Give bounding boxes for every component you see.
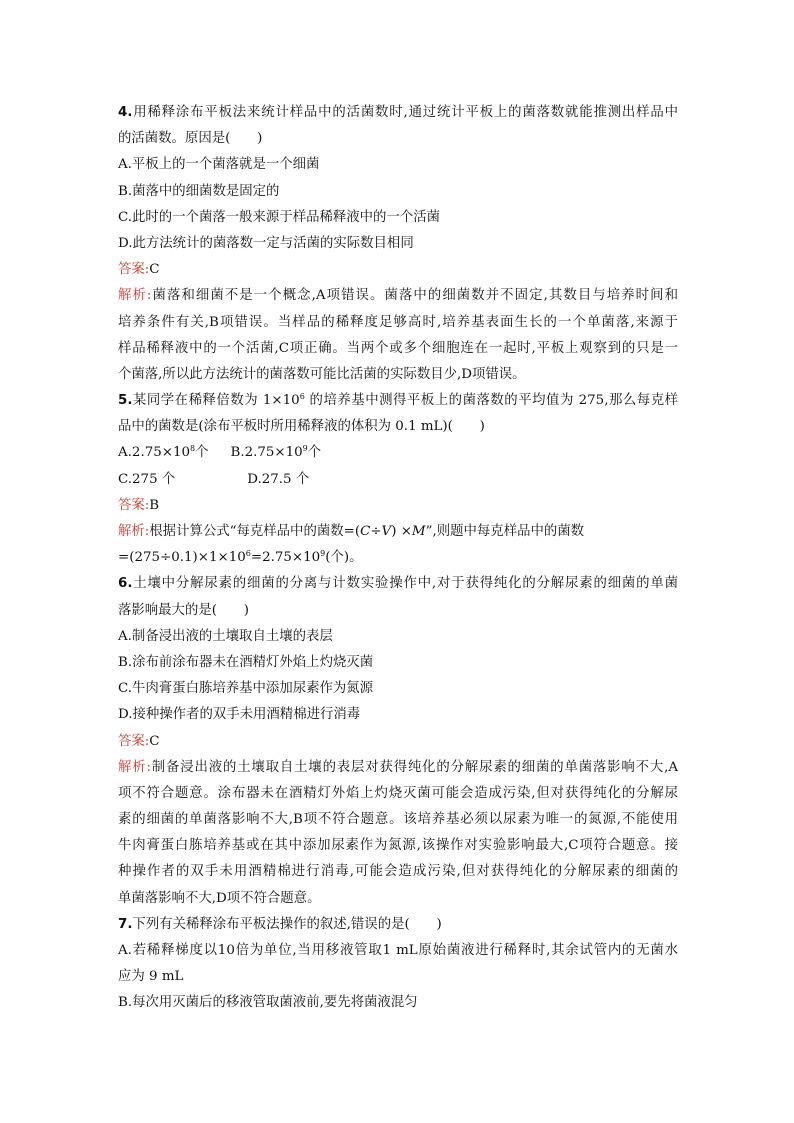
- q6-explanation-line3: 素的细菌的单菌落影响不大,B项不符合题意。该培养基必须以尿素为唯一的氮源,不能使用: [118, 812, 678, 828]
- q4-stem-line2: 的活菌数。原因是( ): [118, 131, 263, 147]
- q5-explanation-line1: 解析:根据计算公式“每克样品中的菌数=(C÷V) ×M”,则题中每克样品中的菌数: [118, 524, 585, 539]
- q4-explanation-label: 解析:: [118, 288, 152, 304]
- q6-explanation-line5: 种操作者的双手未用酒精棉进行消毒,可能会造成污染,但对获得纯化的分解尿素的细菌的: [118, 864, 678, 880]
- q6-option-b: B.涂布前涂布器未在酒精灯外焰上灼烧灭菌: [118, 654, 374, 670]
- q6-option-a: A.制备浸出液的土壤取自土壤的表层: [118, 628, 333, 644]
- q4-answer-label: 答案:: [118, 262, 150, 278]
- q4-option-a: A.平板上的一个菌落就是一个细菌: [118, 157, 320, 173]
- q6-stem-line1: 6.土壤中分解尿素的细菌的分离与计数实验操作中,对于获得纯化的分解尿素的细菌的单菌: [118, 576, 678, 592]
- q5-option-b: $B.2.75\times 10^9$个: [230, 444, 322, 461]
- q5-option-d: D.27.5 个: [247, 471, 310, 487]
- q5-number: 5.: [118, 393, 133, 409]
- q6-stem-line2: 落影响最大的是( ): [118, 602, 249, 618]
- q6-explanation-line2: 项不符合题意。涂布器未在酒精灯外焰上灼烧灭菌可能会造成污染,但对获得纯化的分解尿: [118, 785, 678, 801]
- q5-options-cd: [118, 467, 678, 493]
- q4-option-b: B.菌落中的细菌数是固定的: [118, 183, 280, 199]
- q5-stem-line1: 5.某同学在稀释倍数为 $1\times 10^6$ 的培养基中测得平板上的菌落数的平均值为 275,那么每克样: [118, 392, 678, 409]
- q6-explanation-line1: 解析:制备浸出液的土壤取自土壤的表层对获得纯化的分解尿素的细菌的单菌落影响不大,A: [118, 759, 678, 775]
- q4-option-c: C.此时的一个菌落一般来源于样品稀释液中的一个活菌: [118, 209, 441, 225]
- q5-answer-label: 答案:: [118, 497, 150, 513]
- q4-explanation-line1: 解析:菌落和细菌不是一个概念,A项错误。菌落中的细菌数并不固定,其数目与培养时间和: [118, 288, 679, 304]
- q4-number: 4.: [118, 105, 133, 120]
- q5-explanation-label: 解析:: [118, 524, 150, 539]
- q7-option-a-line1: A.若稀释梯度以10倍为单位,当用移液管取1 mL原始菌液进行稀释时,其余试管内的无菌水: [118, 943, 678, 958]
- q7-option-a-line2: 应为 9 mL: [118, 969, 184, 985]
- q4-explanation-line2: 培养条件有关,B项错误。当样品的稀释度足够高时,培养基表面生长的一个单菌落,来源于: [118, 314, 678, 330]
- q5-options-ab: [118, 440, 678, 466]
- q6-number: 6.: [118, 576, 133, 592]
- question-list: [118, 100, 678, 1017]
- q4-answer-value: C: [149, 262, 160, 278]
- q5-answer-value: B: [149, 497, 160, 513]
- q7-stem: 7.下列有关稀释涂布平板法操作的叙述,错误的是( ): [118, 916, 442, 932]
- q6-answer: [118, 729, 678, 755]
- q4-explanation-line4: 个菌落,所以此方法统计的菌落数可能比活菌的实际数目少,D项错误。: [118, 366, 526, 382]
- q6-option-d: D.接种操作者的双手未用酒精棉进行消毒: [118, 707, 361, 723]
- q4-answer: [118, 257, 678, 283]
- q6-explanation-label: 解析:: [118, 759, 151, 775]
- q4-stem-line1: 4.用稀释涂布平板法来统计样品中的活菌数时,通过统计平板上的菌落数就能推测出样品中: [118, 105, 678, 120]
- q6-answer-label: 答案:: [118, 733, 150, 749]
- q6-explanation-line4: 牛肉膏蛋白胨培养基或在其中添加尿素作为氮源,该操作对实验影响最大,C项符合题意。接: [118, 838, 678, 854]
- q5-option-c: C.275 个: [118, 471, 176, 487]
- q6-answer-value: C: [149, 733, 160, 749]
- q6-explanation-line6: 单菌落影响不大,D项不符合题意。: [118, 890, 321, 906]
- q7-option-b: B.每次用灭菌后的移液管取菌液前,要先将菌液混匀: [118, 995, 418, 1011]
- q4-explanation-line3: 样品稀释液中的一个活菌,C项正确。当两个或多个细胞连在一起时,平板上观察到的只是一: [118, 340, 678, 356]
- q5-explanation-line2: $=(275\div 0.1)\times 1\times 10^6=2.75\times 10^9$(个)。: [118, 549, 363, 566]
- q4-option-d: D.此方法统计的菌落数一定与活菌的实际数目相同: [118, 235, 414, 251]
- q5-option-a: $A.2.75\times 10^8$个: [118, 444, 209, 461]
- q6-option-c: C.牛肉膏蛋白胨培养基中添加尿素作为氮源: [118, 681, 374, 697]
- q5-stem-line2: 品中的菌数是(涂布平板时所用稀释液的体积为 0.1 mL)( ): [118, 419, 485, 435]
- q5-answer: [118, 493, 678, 519]
- q7-number: 7.: [118, 916, 133, 932]
